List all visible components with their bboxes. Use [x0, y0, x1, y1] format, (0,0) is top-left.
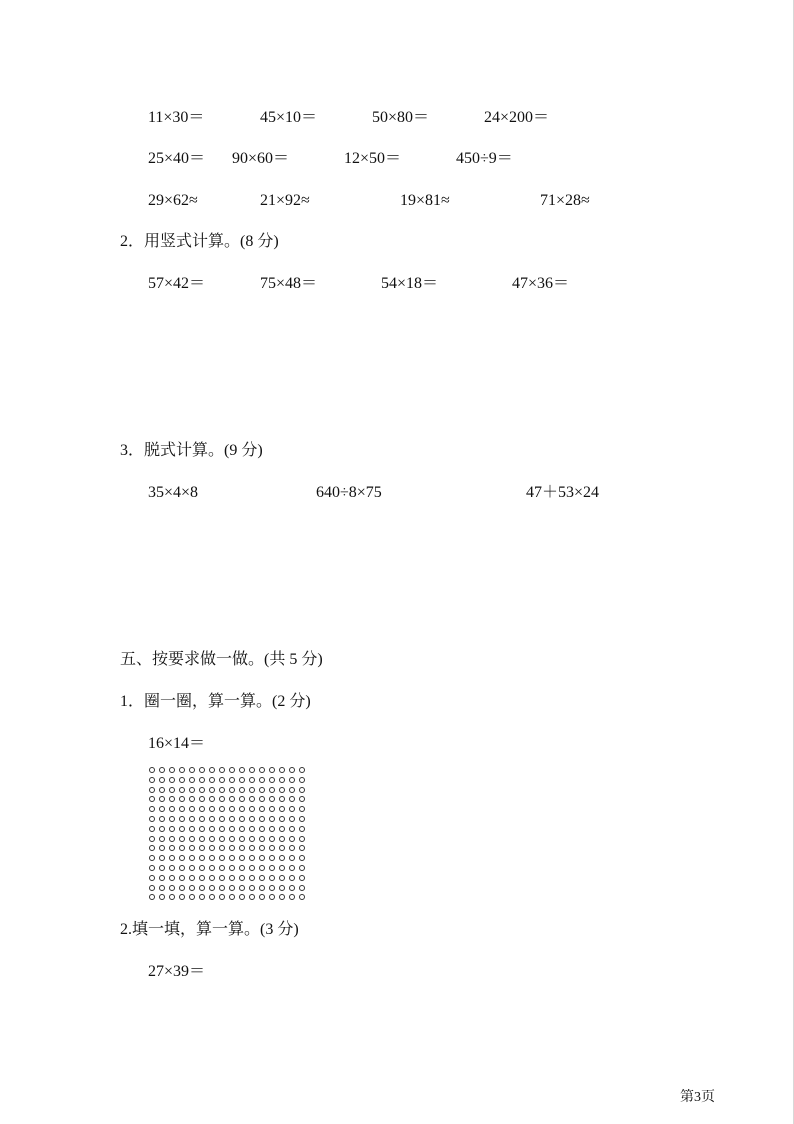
grid-circle — [299, 787, 305, 793]
calc-item: 47×36＝ — [512, 275, 570, 292]
calc-item: 47＋53×24 — [526, 484, 600, 501]
grid-circle — [159, 826, 165, 832]
grid-circle — [239, 796, 245, 802]
grid-circle — [219, 836, 225, 842]
grid-circle — [209, 855, 215, 861]
grid-circle — [169, 836, 175, 842]
calc-item: 54×18＝ — [381, 275, 439, 292]
grid-circle — [229, 875, 235, 881]
grid-circle — [249, 845, 255, 851]
grid-circle — [209, 885, 215, 891]
grid-circle — [219, 806, 225, 812]
grid-circle — [179, 767, 185, 773]
grid-circle — [169, 767, 175, 773]
grid-circle — [299, 806, 305, 812]
grid-circle — [169, 845, 175, 851]
grid-circle — [159, 855, 165, 861]
grid-circle — [249, 787, 255, 793]
grid-circle — [209, 816, 215, 822]
grid-circle — [159, 845, 165, 851]
grid-circle — [299, 836, 305, 842]
grid-circle — [179, 885, 185, 891]
grid-circle — [299, 865, 305, 871]
grid-circle — [149, 796, 155, 802]
grid-circle — [269, 845, 275, 851]
grid-circle — [249, 796, 255, 802]
grid-circle — [169, 777, 175, 783]
grid-circle — [199, 885, 205, 891]
grid-circle — [219, 816, 225, 822]
grid-circle — [249, 826, 255, 832]
grid-circle — [219, 787, 225, 793]
grid-circle — [189, 894, 195, 900]
grid-circle — [209, 787, 215, 793]
grid-circle — [239, 865, 245, 871]
grid-circle — [229, 767, 235, 773]
grid-circle — [299, 826, 305, 832]
grid-circle — [299, 816, 305, 822]
grid-circle — [199, 767, 205, 773]
grid-circle — [199, 865, 205, 871]
oral-item: 90×60＝ — [232, 150, 290, 167]
grid-circle — [269, 865, 275, 871]
grid-circle — [269, 796, 275, 802]
grid-circle — [219, 777, 225, 783]
grid-circle — [269, 806, 275, 812]
grid-circle — [289, 845, 295, 851]
grid-circle — [289, 806, 295, 812]
grid-circle — [199, 836, 205, 842]
grid-circle — [249, 875, 255, 881]
grid-circle — [239, 845, 245, 851]
grid-circle — [289, 777, 295, 783]
grid-circle — [229, 845, 235, 851]
grid-circle — [239, 806, 245, 812]
grid-circle — [169, 875, 175, 881]
grid-circle — [179, 816, 185, 822]
grid-circle — [169, 787, 175, 793]
grid-circle — [209, 894, 215, 900]
grid-circle — [239, 855, 245, 861]
grid-circle — [159, 777, 165, 783]
grid-circle — [299, 845, 305, 851]
grid-circle — [169, 816, 175, 822]
grid-circle — [179, 777, 185, 783]
grid-circle — [159, 787, 165, 793]
grid-circle — [259, 894, 265, 900]
grid-circle — [249, 865, 255, 871]
grid-circle — [259, 865, 265, 871]
grid-circle — [249, 777, 255, 783]
grid-circle — [149, 845, 155, 851]
grid-circle — [189, 787, 195, 793]
grid-circle — [239, 777, 245, 783]
grid-circle — [149, 806, 155, 812]
grid-circle — [149, 836, 155, 842]
grid-circle — [269, 894, 275, 900]
grid-circle — [259, 777, 265, 783]
grid-circle — [259, 767, 265, 773]
grid-circle — [279, 826, 285, 832]
grid-circle — [289, 894, 295, 900]
grid-circle — [159, 767, 165, 773]
grid-circle — [159, 836, 165, 842]
grid-circle — [169, 826, 175, 832]
grid-circle — [229, 865, 235, 871]
grid-circle — [299, 855, 305, 861]
grid-circle — [209, 845, 215, 851]
grid-circle — [229, 894, 235, 900]
oral-item: 24×200＝ — [484, 109, 550, 126]
calc-item: 16×14＝ — [148, 735, 206, 752]
grid-circle — [249, 806, 255, 812]
grid-circle — [159, 806, 165, 812]
grid-circle — [149, 826, 155, 832]
grid-circle — [219, 767, 225, 773]
grid-circle — [189, 875, 195, 881]
grid-circle — [289, 836, 295, 842]
grid-circle — [229, 855, 235, 861]
calc-item: 35×4×8 — [148, 484, 199, 501]
grid-circle — [159, 885, 165, 891]
grid-circle — [249, 855, 255, 861]
grid-circle — [239, 816, 245, 822]
grid-circle — [199, 787, 205, 793]
grid-circle — [259, 787, 265, 793]
grid-circle — [279, 885, 285, 891]
grid-circle — [189, 796, 195, 802]
grid-circle — [149, 767, 155, 773]
grid-circle — [179, 796, 185, 802]
grid-circle — [249, 885, 255, 891]
grid-circle — [229, 885, 235, 891]
grid-circle — [299, 885, 305, 891]
grid-circle — [169, 796, 175, 802]
grid-circle — [269, 826, 275, 832]
oral-item: 450÷9＝ — [456, 150, 513, 167]
grid-circle — [199, 855, 205, 861]
grid-circle — [269, 855, 275, 861]
grid-circle — [259, 885, 265, 891]
grid-circle — [169, 855, 175, 861]
grid-circle — [219, 875, 225, 881]
grid-circle — [249, 767, 255, 773]
question-heading: 2.填一填，算一算。(3 分) — [120, 921, 299, 938]
grid-circle — [219, 796, 225, 802]
grid-circle — [219, 845, 225, 851]
grid-circle — [259, 816, 265, 822]
grid-circle — [289, 826, 295, 832]
grid-circle — [249, 816, 255, 822]
grid-circle — [239, 885, 245, 891]
oral-item: 45×10＝ — [260, 109, 318, 126]
grid-circle — [279, 865, 285, 871]
grid-circle — [159, 796, 165, 802]
grid-circle — [179, 826, 185, 832]
grid-circle — [149, 865, 155, 871]
grid-circle — [179, 865, 185, 871]
grid-circle — [259, 855, 265, 861]
question-heading: 2．用竖式计算。(8 分) — [120, 233, 279, 250]
grid-circle — [199, 816, 205, 822]
grid-circle — [259, 875, 265, 881]
section-heading: 五、按要求做一做。(共 5 分) — [120, 651, 323, 668]
grid-circle — [209, 826, 215, 832]
grid-circle — [249, 894, 255, 900]
grid-circle — [149, 885, 155, 891]
grid-circle — [229, 796, 235, 802]
circle-grid — [148, 766, 310, 904]
calc-item: 640÷8×75 — [316, 484, 382, 501]
grid-circle — [269, 875, 275, 881]
oral-item: 11×30＝ — [148, 109, 205, 126]
grid-circle — [299, 875, 305, 881]
oral-item: 50×80＝ — [372, 109, 430, 126]
grid-circle — [269, 767, 275, 773]
grid-circle — [209, 875, 215, 881]
grid-circle — [189, 777, 195, 783]
grid-circle — [249, 836, 255, 842]
grid-circle — [179, 855, 185, 861]
grid-circle — [189, 806, 195, 812]
grid-circle — [219, 894, 225, 900]
grid-circle — [199, 806, 205, 812]
grid-circle — [149, 875, 155, 881]
oral-item: 12×50＝ — [344, 150, 402, 167]
grid-circle — [269, 816, 275, 822]
grid-circle — [279, 777, 285, 783]
grid-circle — [159, 865, 165, 871]
grid-circle — [229, 816, 235, 822]
oral-item: 71×28≈ — [540, 192, 590, 209]
grid-circle — [219, 855, 225, 861]
oral-item: 29×62≈ — [148, 192, 198, 209]
grid-circle — [209, 836, 215, 842]
grid-circle — [279, 796, 285, 802]
grid-circle — [179, 894, 185, 900]
grid-circle — [149, 894, 155, 900]
grid-circle — [289, 865, 295, 871]
grid-circle — [209, 806, 215, 812]
calc-item: 27×39＝ — [148, 963, 206, 980]
grid-circle — [159, 875, 165, 881]
grid-circle — [179, 836, 185, 842]
grid-circle — [159, 816, 165, 822]
grid-circle — [289, 767, 295, 773]
grid-circle — [229, 806, 235, 812]
page-number: 第3页 — [680, 1090, 715, 1105]
grid-circle — [239, 836, 245, 842]
grid-circle — [239, 767, 245, 773]
grid-circle — [289, 796, 295, 802]
grid-circle — [149, 787, 155, 793]
grid-circle — [299, 796, 305, 802]
grid-circle — [189, 885, 195, 891]
grid-circle — [289, 816, 295, 822]
grid-circle — [149, 855, 155, 861]
oral-item: 25×40＝ — [148, 150, 206, 167]
grid-circle — [239, 826, 245, 832]
grid-circle — [289, 855, 295, 861]
grid-circle — [229, 787, 235, 793]
grid-circle — [169, 865, 175, 871]
grid-circle — [199, 894, 205, 900]
grid-circle — [279, 767, 285, 773]
oral-item: 19×81≈ — [400, 192, 450, 209]
grid-circle — [209, 777, 215, 783]
question-heading: 3．脱式计算。(9 分) — [120, 442, 263, 459]
grid-circle — [209, 865, 215, 871]
grid-circle — [279, 836, 285, 842]
grid-circle — [189, 836, 195, 842]
grid-circle — [189, 855, 195, 861]
grid-circle — [279, 816, 285, 822]
grid-circle — [159, 894, 165, 900]
grid-circle — [189, 816, 195, 822]
grid-circle — [199, 875, 205, 881]
grid-circle — [279, 845, 285, 851]
grid-circle — [229, 836, 235, 842]
grid-circle — [189, 865, 195, 871]
grid-circle — [279, 806, 285, 812]
grid-circle — [189, 826, 195, 832]
grid-circle — [299, 777, 305, 783]
grid-circle — [279, 875, 285, 881]
grid-circle — [259, 826, 265, 832]
grid-circle — [269, 836, 275, 842]
grid-circle — [219, 885, 225, 891]
grid-circle — [299, 894, 305, 900]
grid-circle — [189, 767, 195, 773]
grid-circle — [149, 816, 155, 822]
grid-circle — [239, 787, 245, 793]
grid-circle — [269, 885, 275, 891]
grid-circle — [179, 806, 185, 812]
grid-circle — [239, 894, 245, 900]
grid-circle — [209, 796, 215, 802]
grid-circle — [239, 875, 245, 881]
grid-circle — [259, 845, 265, 851]
grid-circle — [229, 777, 235, 783]
grid-circle — [289, 885, 295, 891]
calc-item: 57×42＝ — [148, 275, 206, 292]
grid-circle — [179, 845, 185, 851]
calc-item: 75×48＝ — [260, 275, 318, 292]
question-heading: 1．圈一圈，算一算。(2 分) — [120, 693, 311, 710]
grid-circle — [279, 855, 285, 861]
grid-circle — [219, 826, 225, 832]
grid-circle — [289, 875, 295, 881]
grid-circle — [189, 845, 195, 851]
grid-circle — [259, 796, 265, 802]
grid-circle — [299, 767, 305, 773]
grid-circle — [199, 826, 205, 832]
oral-item: 21×92≈ — [260, 192, 310, 209]
grid-circle — [289, 787, 295, 793]
grid-circle — [199, 777, 205, 783]
grid-circle — [259, 806, 265, 812]
grid-circle — [229, 826, 235, 832]
grid-circle — [199, 796, 205, 802]
grid-circle — [209, 767, 215, 773]
grid-circle — [269, 787, 275, 793]
grid-circle — [149, 777, 155, 783]
grid-circle — [259, 836, 265, 842]
grid-circle — [199, 845, 205, 851]
grid-circle — [169, 894, 175, 900]
grid-circle — [169, 806, 175, 812]
grid-circle — [269, 777, 275, 783]
grid-circle — [219, 865, 225, 871]
grid-circle — [279, 894, 285, 900]
grid-circle — [169, 885, 175, 891]
grid-circle — [179, 787, 185, 793]
grid-circle — [279, 787, 285, 793]
grid-circle — [179, 875, 185, 881]
